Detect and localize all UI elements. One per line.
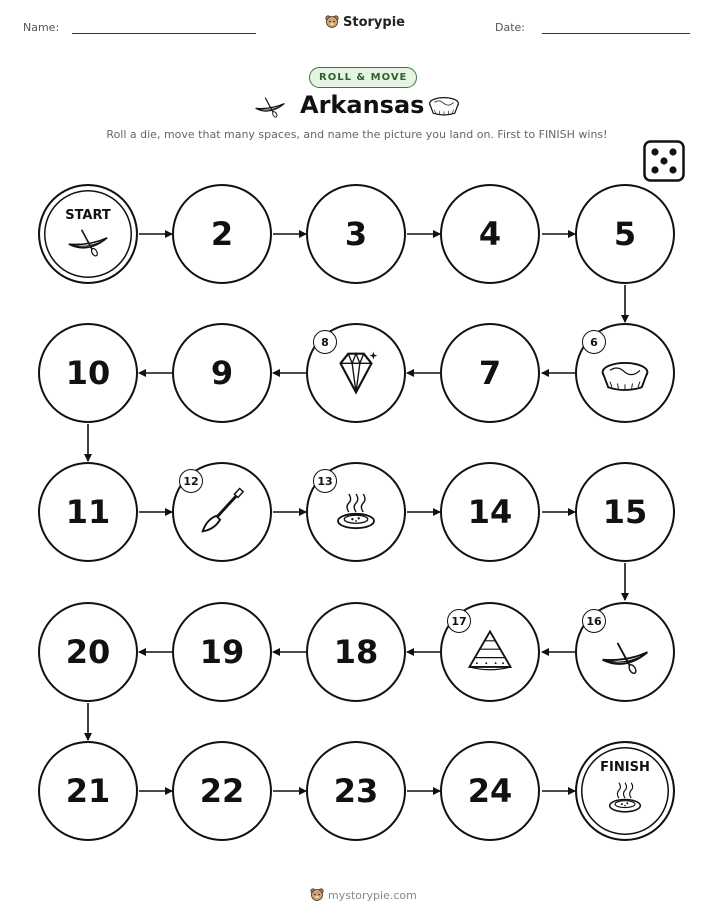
space-23[interactable]	[306, 741, 406, 841]
space-15[interactable]	[575, 462, 675, 562]
diamond-icon	[327, 344, 385, 402]
space-3[interactable]	[306, 184, 406, 284]
space-number: 23	[333, 772, 379, 810]
space-number: 11	[65, 493, 111, 531]
space-number: 4	[478, 215, 502, 253]
canoe-icon	[64, 225, 112, 257]
space-number: 2	[210, 215, 234, 253]
space-number: 9	[210, 354, 234, 392]
space-22[interactable]	[172, 741, 272, 841]
page-title: Arkansas	[300, 91, 425, 119]
pie-icon	[597, 357, 653, 395]
space-19[interactable]	[172, 602, 272, 702]
footer-site[interactable]: mystorypie.com	[328, 888, 417, 902]
space-number: 3	[344, 215, 368, 253]
finish-label: FINISH	[600, 759, 650, 775]
space-badge-8: 8	[313, 330, 337, 354]
space-start[interactable]	[38, 184, 138, 284]
space-24[interactable]	[440, 741, 540, 841]
space-number: 20	[65, 633, 111, 671]
instructions: Roll a die, move that many spaces, and name the picture you land on. First to FINISH wins!	[106, 128, 608, 141]
start-label: START	[65, 207, 111, 223]
pyramid-icon	[462, 624, 518, 680]
space-11[interactable]	[38, 462, 138, 562]
space-number: 15	[602, 493, 648, 531]
space-number: 7	[478, 354, 502, 392]
space-number: 18	[333, 633, 379, 671]
space-badge-6: 6	[582, 330, 606, 354]
canoe-icon	[597, 637, 653, 675]
space-badge-16: 16	[582, 609, 606, 633]
space-5[interactable]	[575, 184, 675, 284]
space-number: 14	[467, 493, 513, 531]
space-finish[interactable]	[575, 741, 675, 841]
space-badge-17: 17	[447, 609, 471, 633]
space-20[interactable]	[38, 602, 138, 702]
name-label: Name:	[23, 21, 60, 34]
space-7[interactable]	[440, 323, 540, 423]
footer	[310, 887, 417, 903]
space-number: 19	[199, 633, 245, 671]
hot-spring-icon	[329, 485, 383, 539]
space-number: 24	[467, 772, 513, 810]
brand-name: Storypie	[343, 14, 405, 30]
space-2[interactable]	[172, 184, 272, 284]
space-21[interactable]	[38, 741, 138, 841]
space-number: 22	[199, 772, 245, 810]
date-label: Date:	[495, 21, 525, 34]
space-10[interactable]	[38, 323, 138, 423]
space-number: 5	[613, 215, 637, 253]
space-number: 21	[65, 772, 111, 810]
paddle-icon	[193, 483, 251, 541]
space-4[interactable]	[440, 184, 540, 284]
space-badge-13: 13	[313, 469, 337, 493]
bear-icon	[310, 887, 324, 903]
space-9[interactable]	[172, 323, 272, 423]
space-18[interactable]	[306, 602, 406, 702]
space-number: 10	[65, 354, 111, 392]
hot-spring-icon	[602, 775, 648, 821]
space-14[interactable]	[440, 462, 540, 562]
space-badge-12: 12	[179, 469, 203, 493]
mode-pill: ROLL & MOVE	[309, 67, 417, 88]
